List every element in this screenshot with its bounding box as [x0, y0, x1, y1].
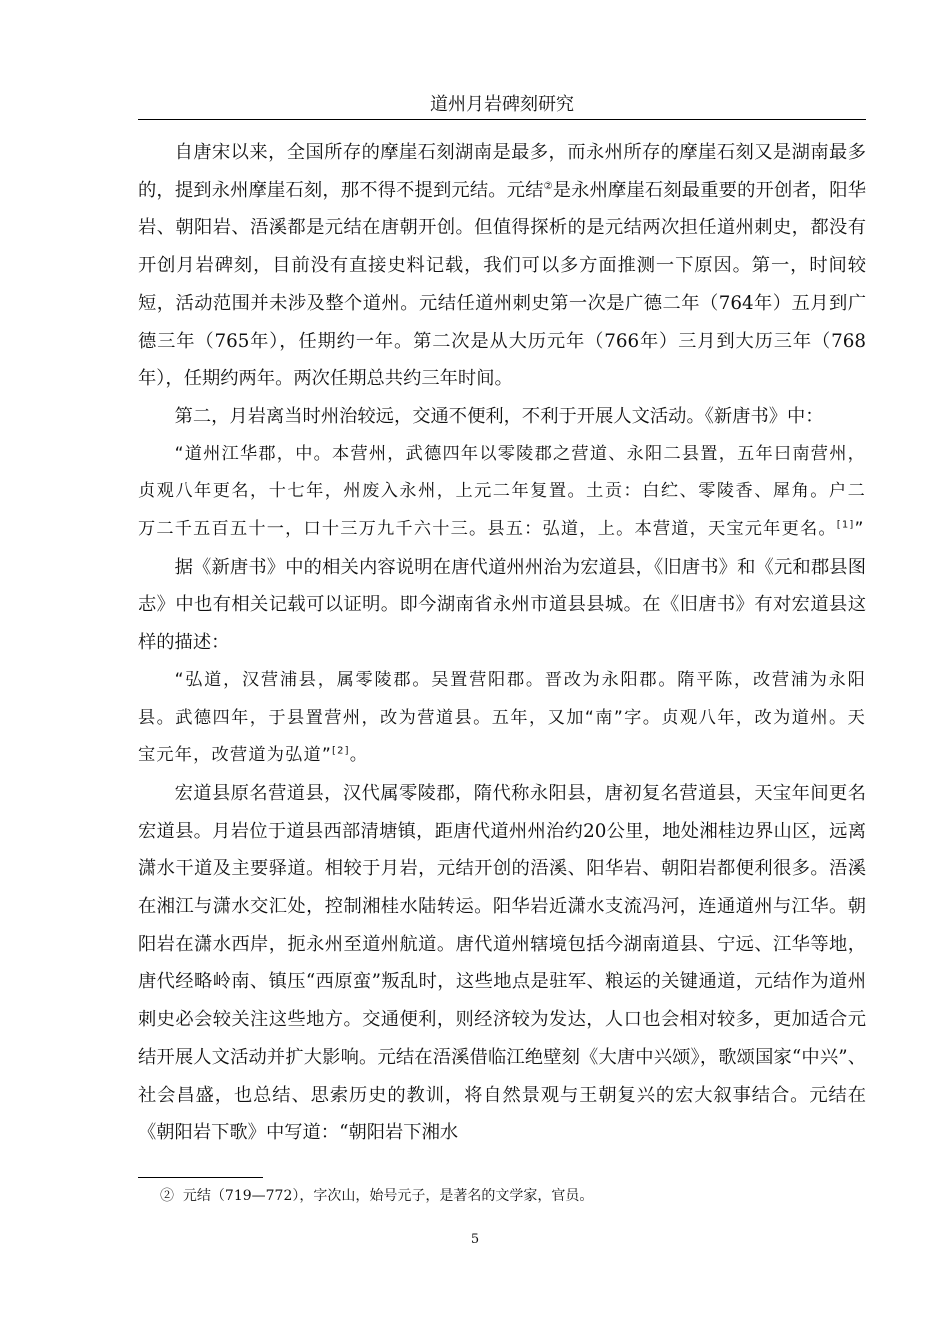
- footnote-marker-2: ②: [160, 1188, 174, 1204]
- footnote-text: 元结（719—772），字次山，始号元子，是著名的文学家，官员。: [182, 1188, 594, 1204]
- paragraph-3: 据《新唐书》中的相关内容说明在唐代道州州治为宏道县，《旧唐书》和《元和郡县图志》中也有相关记载可以证明。即今湖南省永州市道县县城。在《旧唐书》有对宏道县这样的描述：: [138, 556, 866, 654]
- quote-2-close: 。: [349, 745, 369, 766]
- citation-2: [2]: [331, 745, 350, 757]
- footnote: [160, 1186, 593, 1206]
- page-number: 5: [470, 1232, 480, 1247]
- quote-1-close: ”: [854, 519, 865, 540]
- quote-2-text: “弘道，汉营浦县，属零陵郡。吴置营阳郡。晋改为永阳郡。隋平陈，改营浦为永阳县。武德四年，于县置营州，改为营道县。五年，又加“南”字。贞观八年，改为道州。天宝元年，改营道为弘道”: [138, 669, 866, 766]
- quote-1-text: “道州江华郡，中。本营州，武德四年以零陵郡之营道、永阳二县置，五年曰南营州，贞观八年更名，十七年，州废入永州，上元二年复置。土贡：白纻、零陵香、犀角。户二万二千五百五十一，口十三万九千六十三。县五：弘道，上。本营道，天宝元年更名。: [138, 443, 866, 540]
- footnote-marker: ②: [543, 180, 553, 192]
- main-text: [138, 134, 866, 1152]
- citation-1: [1]: [836, 519, 855, 531]
- quote-jiu-tang-shu: [138, 662, 866, 775]
- paragraph-2: 第二，月岩离当时州治较远，交通不便利，不利于开展人文活动。《新唐书》中：: [174, 405, 824, 427]
- running-header: 道州月岩碑刻研究: [430, 94, 574, 115]
- header-rule: [138, 119, 866, 120]
- paragraph-1-text-a: 自唐宋以来，全国所存的摩崖石刻湖南是最多，而永州所存的摩崖石刻又是湖南最多的，提到永州摩崖石刻，那不得不提到元结。元结: [138, 142, 866, 201]
- footnote-rule: [138, 1177, 263, 1178]
- paragraph-1: [138, 134, 866, 398]
- paragraph-1-text-b: 是永州摩崖石刻最重要的开创者，阳华岩、朝阳岩、浯溪都是元结在唐朝开创。但值得探析的是元结两次担任道州刺史，都没有开创月岩碑刻，目前没有直接史料记载，我们可以多方面推测一下原因。第一，时间较短，活动范围并未涉及整个道州。元结任道州刺史第一次是广德二年（764年）五月到广德三年（765年），任期约一年。第二次是从大历元年（766年）三月到大历三年（768年），任期约两年。两次任期总共约三年时间。: [138, 179, 867, 390]
- paragraph-4: 宏道县原名营道县，汉代属零陵郡，隋代称永阳县，唐初复名营道县，天宝年间更名宏道县。月岩位于道县西部清塘镇，距唐代道州州治约20公里，地处湘桂边界山区，远离潇水干道及主要驿道。相较于月岩，元结开创的浯溪、阳华岩、朝阳岩都便利很多。浯溪在湘江与潇水交汇处，控制湘桂水陆转运。阳华岩近潇水支流冯河，连通道州与江华。朝阳岩在潇水西岸，扼永州至道州航道。唐代道州辖境包括今湖南道县、宁远、江华等地，唐代经略岭南、镇压“西原蛮”叛乱时，这些地点是驻军、粮运的关键通道，元结作为道州刺史必会较关注这些地方。交通便利，则经济较为发达，人口也会相对较多，更加适合元结开展人文活动并扩大影响。元结在浯溪借临江绝壁刻《大唐中兴颂》，歌颂国家“中兴”、社会昌盛，也总结、思索历史的教训，将自然景观与王朝复兴的宏大叙事结合。元结在《朝阳岩下歌》中写道：“朝阳岩下湘水: [138, 782, 866, 1144]
- quote-xin-tang-shu: [138, 436, 866, 549]
